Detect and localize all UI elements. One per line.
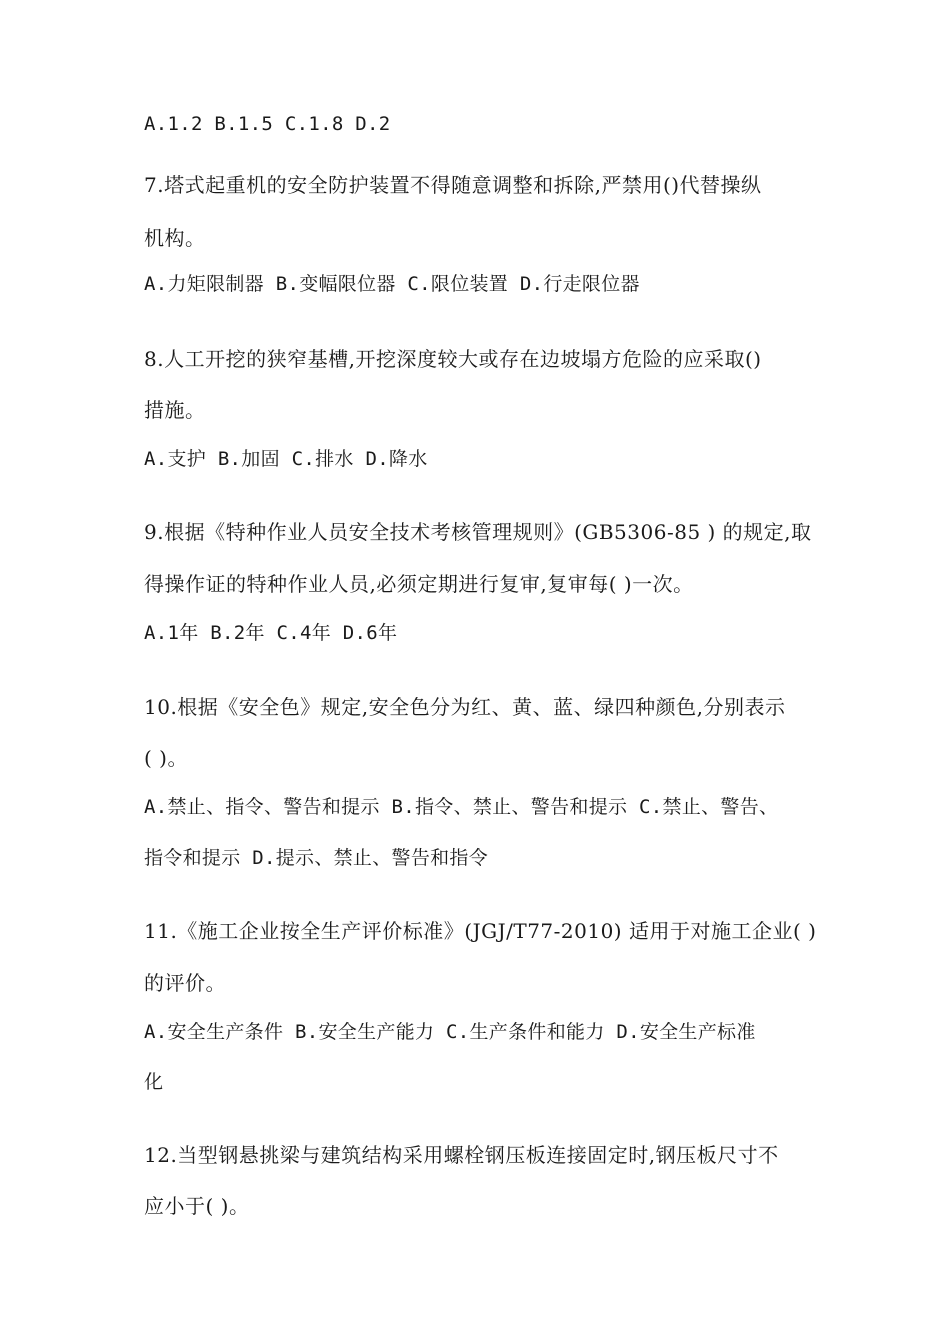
question-12-line-2: 应小于( )。 — [144, 1194, 250, 1218]
options-q10-line-2: 指令和提示 D.提示、禁止、警告和指令 — [144, 847, 489, 869]
question-7-line-2: 机构。 — [144, 226, 206, 250]
options-q11-line-1: A.安全生产条件 B.安全生产能力 C.生产条件和能力 D.安全生产标准 — [144, 1021, 756, 1043]
question-11-line-2: 的评价。 — [144, 971, 226, 995]
options-q6: A.1.2 B.1.5 C.1.8 D.2 — [144, 113, 391, 135]
options-q11-line-2: 化 — [144, 1071, 164, 1093]
question-9-line-1: 9.根据《特种作业人员安全技术考核管理规则》(GB5306-85 ) 的规定,取 — [144, 520, 812, 544]
options-q7: A.力矩限制器 B.变幅限位器 C.限位装置 D.行走限位器 — [144, 273, 640, 295]
options-q10-line-1: A.禁止、指令、警告和提示 B.指令、禁止、警告和提示 C.禁止、警告、 — [144, 796, 779, 818]
options-q9: A.1年 B.2年 C.4年 D.6年 — [144, 622, 398, 644]
options-q8: A.支护 B.加固 C.排水 D.降水 — [144, 448, 428, 470]
question-8-line-1: 8.人工开挖的狭窄基槽,开挖深度较大或存在边坡塌方危险的应采取() — [144, 347, 762, 371]
question-12-line-1: 12.当型钢悬挑梁与建筑结构采用螺栓钢压板连接固定时,钢压板尺寸不 — [144, 1143, 779, 1167]
question-10-line-1: 10.根据《安全色》规定,安全色分为红、黄、蓝、绿四种颜色,分别表示 — [144, 695, 786, 719]
question-11-line-1: 11.《施工企业按全生产评价标准》(JGJ/T77-2010) 适用于对施工企业( ) — [144, 919, 817, 943]
question-8-line-2: 措施。 — [144, 398, 206, 422]
question-9-line-2: 得操作证的特种作业人员,必须定期进行复审,复审每( )一次。 — [144, 572, 694, 596]
question-7-line-1: 7.塔式起重机的安全防护装置不得随意调整和拆除,严禁用()代替操纵 — [144, 173, 762, 197]
question-10-line-2: ( )。 — [144, 746, 188, 770]
